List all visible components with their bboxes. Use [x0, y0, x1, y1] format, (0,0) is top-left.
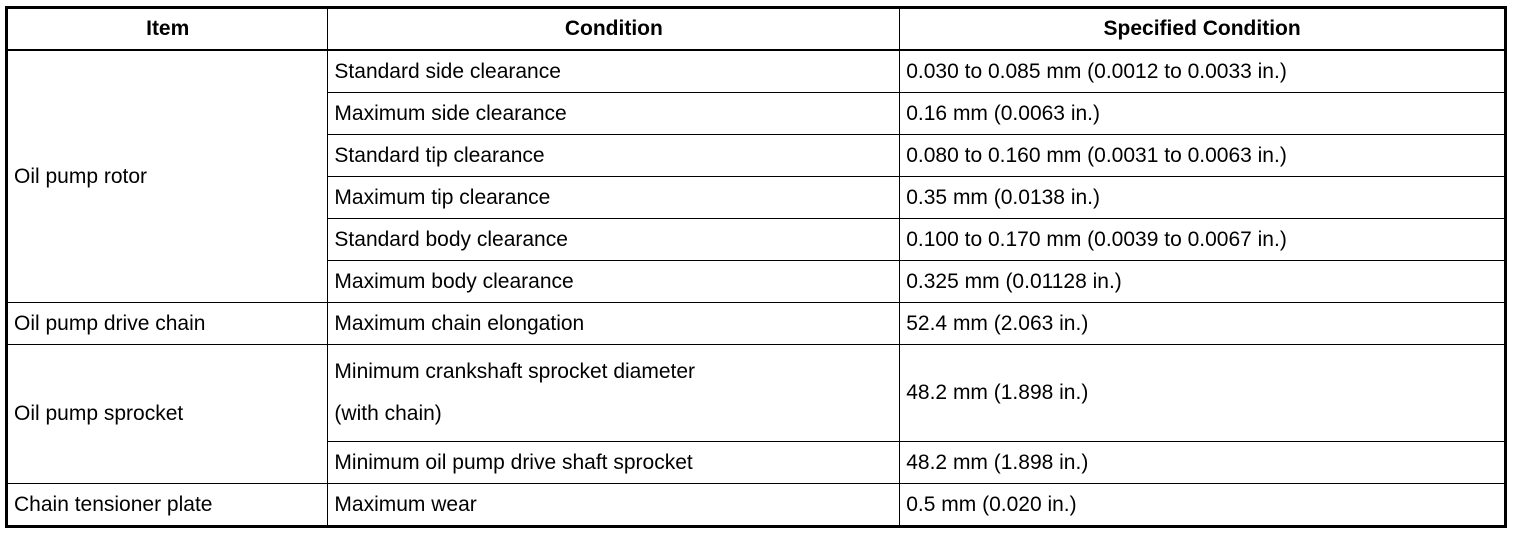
- spec-cell: 48.2 mm (1.898 in.): [900, 345, 1506, 442]
- spec-cell: 0.100 to 0.170 mm (0.0039 to 0.0067 in.): [900, 219, 1506, 261]
- table-row: [7, 50, 1506, 93]
- condition-cell: Maximum chain elongation: [328, 303, 900, 345]
- table-row: [7, 345, 1506, 442]
- spec-cell: 0.5 mm (0.020 in.): [900, 484, 1506, 527]
- condition-cell: Maximum wear: [328, 484, 900, 527]
- item-cell: Oil pump rotor: [7, 50, 328, 303]
- spec-cell: 0.16 mm (0.0063 in.): [900, 93, 1506, 135]
- condition-cell: Maximum side clearance: [328, 93, 900, 135]
- condition-cell: Standard tip clearance: [328, 135, 900, 177]
- spec-cell: 0.080 to 0.160 mm (0.0031 to 0.0063 in.): [900, 135, 1506, 177]
- condition-cell: [328, 345, 900, 442]
- header-specified-condition: Specified Condition: [900, 8, 1506, 51]
- table-row: [7, 484, 1506, 527]
- header-condition: Condition: [328, 8, 900, 51]
- condition-cell: Standard side clearance: [328, 50, 900, 93]
- condition-cell: Minimum oil pump drive shaft sprocket: [328, 442, 900, 484]
- condition-cell: Maximum tip clearance: [328, 177, 900, 219]
- table-row: [7, 303, 1506, 345]
- condition-cell: Maximum body clearance: [328, 261, 900, 303]
- header-item: Item: [7, 8, 328, 51]
- header-row: [7, 8, 1506, 51]
- item-cell: Oil pump drive chain: [7, 303, 328, 345]
- item-cell: Oil pump sprocket: [7, 345, 328, 484]
- spec-cell: 0.35 mm (0.0138 in.): [900, 177, 1506, 219]
- condition-line: Minimum crankshaft sprocket diameter: [334, 360, 696, 383]
- spec-cell: 52.4 mm (2.063 in.): [900, 303, 1506, 345]
- spec-cell: 48.2 mm (1.898 in.): [900, 442, 1506, 484]
- spec-cell: 0.325 mm (0.01128 in.): [900, 261, 1506, 303]
- spec-cell: 0.030 to 0.085 mm (0.0012 to 0.0033 in.): [900, 50, 1506, 93]
- item-cell: Chain tensioner plate: [7, 484, 328, 527]
- condition-cell: Standard body clearance: [328, 219, 900, 261]
- condition-line: (with chain): [334, 402, 442, 425]
- specification-table: [5, 6, 1507, 528]
